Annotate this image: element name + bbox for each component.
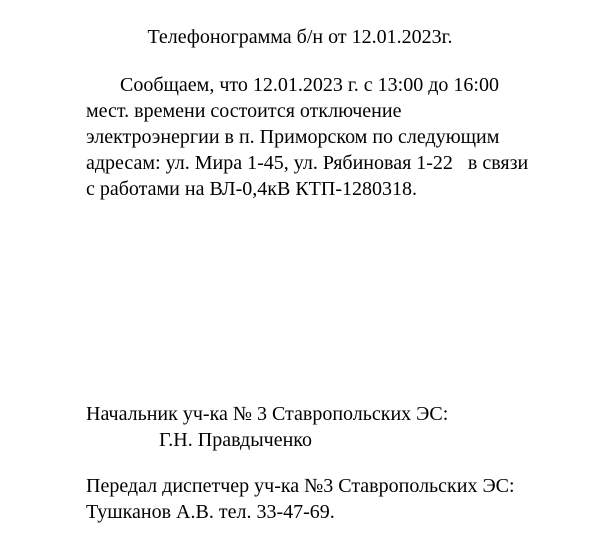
- document-title: Телефонограмма б/н от 12.01.2023г.: [147, 26, 453, 48]
- chief-signature-block: [86, 401, 448, 453]
- message-line: мест. времени состоится отключение: [86, 100, 402, 122]
- chief-title: Начальник уч-ка № 3 Ставропольских ЭС:: [86, 403, 449, 425]
- sender-position: Передал диспетчер уч-ка №3 Ставропольских ЭС:: [86, 475, 515, 497]
- message-line: адресам: ул. Мира 1-45, ул. Рябиновая 1-22 в связи: [86, 152, 529, 174]
- message-line: электроэнергии в п. Приморском по следующим: [86, 126, 500, 148]
- sender-block: [86, 473, 515, 525]
- message-line: с работами на ВЛ-0,4кВ КТП-1280318.: [86, 178, 417, 200]
- message-body: [86, 72, 586, 202]
- chief-name: Г.Н. Правдыченко: [159, 429, 312, 451]
- message-line: Сообщаем, что 12.01.2023 г. с 13:00 до 16:00: [120, 74, 499, 96]
- sender-contact: Тушканов А.В. тел. 33-47-69.: [86, 501, 335, 523]
